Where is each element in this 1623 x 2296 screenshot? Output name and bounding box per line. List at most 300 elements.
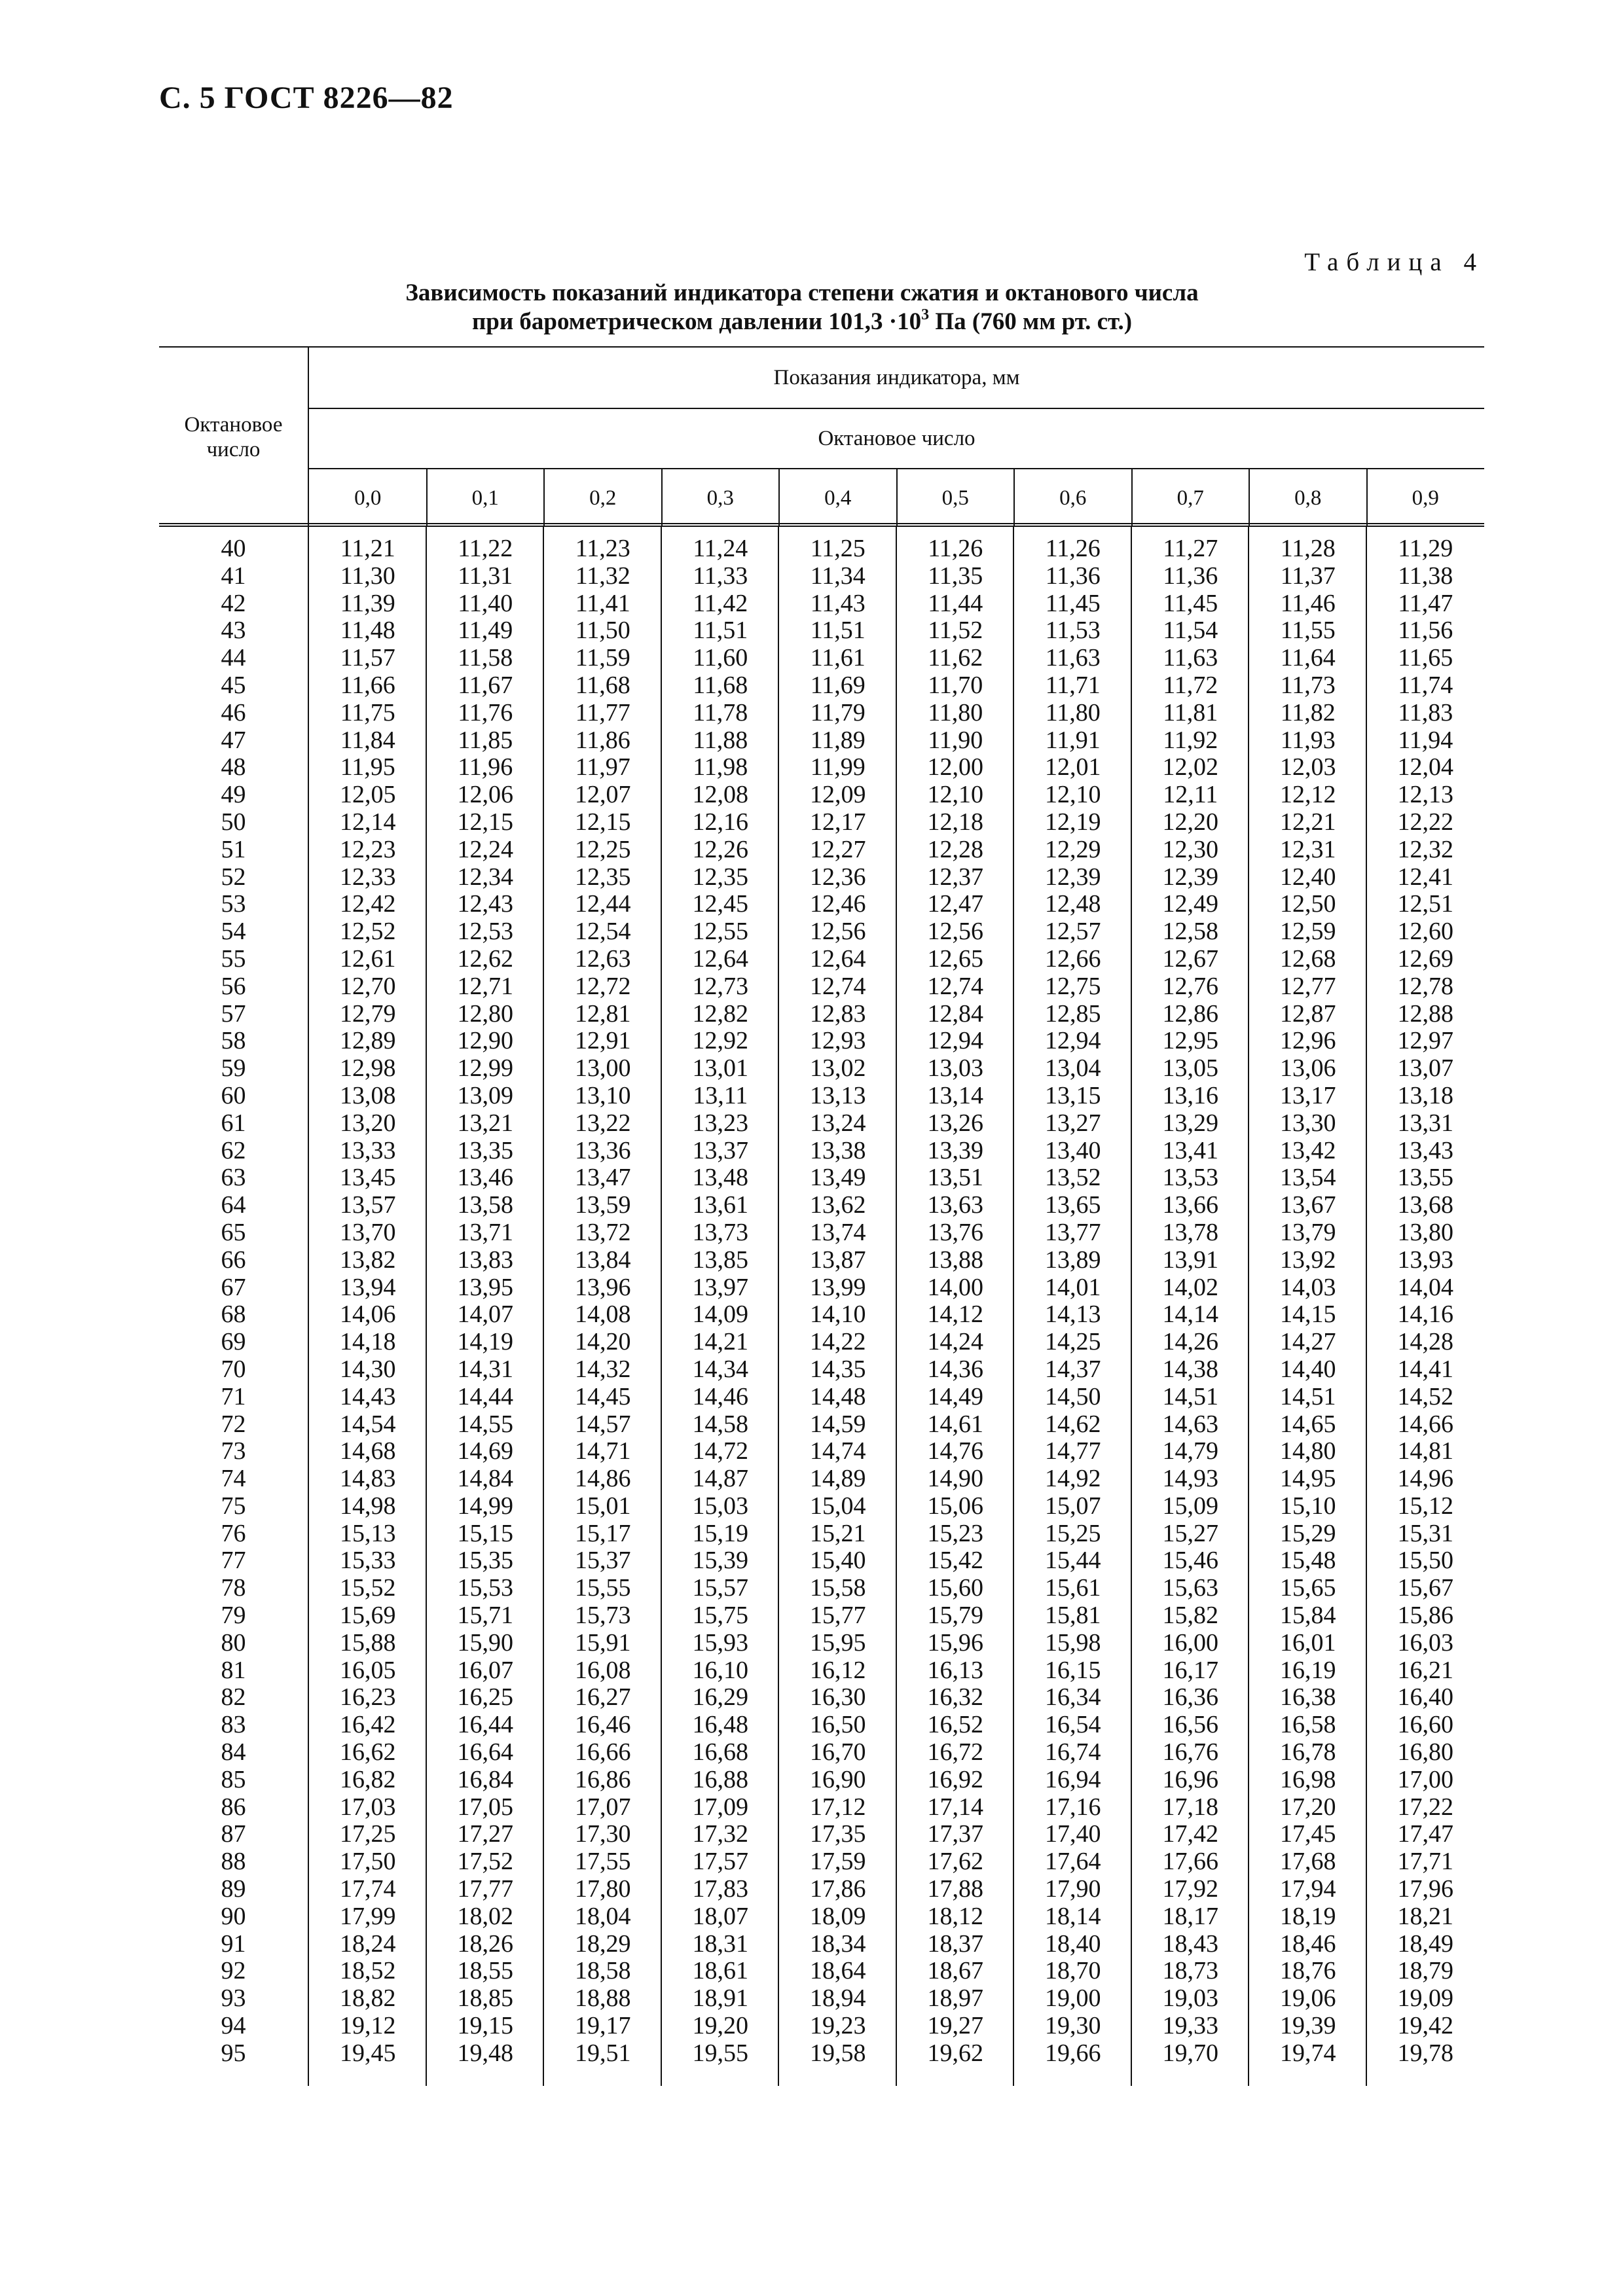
indicator-value-cell: 19,33 — [1162, 2012, 1218, 2040]
indicator-value-cell: 18,52 — [340, 1957, 396, 1985]
indicator-value-cell: 15,29 — [1280, 1519, 1336, 1547]
table-row — [159, 1739, 1484, 1767]
indicator-value-cell: 13,87 — [810, 1246, 866, 1274]
indicator-value-cell: 12,32 — [1397, 835, 1453, 863]
indicator-value-cell: 11,69 — [810, 671, 866, 699]
subgroup-header-cell — [309, 409, 1484, 468]
column-header: 0,9 — [1412, 486, 1439, 510]
indicator-value-cell: 12,74 — [810, 972, 866, 1000]
octane-number-cell: 89 — [221, 1875, 246, 1903]
octane-number-cell: 59 — [221, 1054, 246, 1083]
octane-number-cell: 53 — [221, 890, 246, 918]
indicator-value-cell: 15,95 — [810, 1628, 866, 1657]
octane-number-cell: 48 — [221, 753, 246, 781]
indicator-value-cell: 15,57 — [692, 1574, 748, 1602]
indicator-value-cell: 13,07 — [1397, 1054, 1453, 1083]
indicator-value-cell: 14,62 — [1045, 1410, 1101, 1438]
indicator-value-cell: 15,58 — [810, 1574, 866, 1602]
indicator-value-cell: 11,97 — [575, 753, 630, 781]
indicator-value-cell: 16,48 — [692, 1711, 748, 1739]
table-row — [159, 1055, 1484, 1083]
table-row — [159, 781, 1484, 809]
indicator-value-cell: 14,43 — [340, 1382, 396, 1410]
indicator-value-cell: 12,23 — [340, 835, 396, 863]
row-header-cell — [159, 348, 308, 527]
indicator-value-cell: 13,76 — [927, 1218, 983, 1246]
octane-number-cell: 82 — [221, 1683, 246, 1712]
indicator-value-cell: 12,10 — [927, 781, 983, 809]
indicator-value-cell: 14,77 — [1045, 1437, 1101, 1465]
indicator-value-cell: 13,74 — [810, 1218, 866, 1246]
octane-number-cell: 94 — [221, 2012, 246, 2040]
indicator-value-cell: 11,99 — [810, 753, 866, 781]
indicator-value-cell: 12,84 — [927, 999, 983, 1028]
indicator-value-cell: 16,88 — [692, 1765, 748, 1793]
indicator-value-cell: 14,83 — [340, 1465, 396, 1493]
indicator-value-cell: 12,58 — [1162, 918, 1218, 946]
indicator-value-cell: 18,29 — [575, 1929, 631, 1958]
octane-number-cell: 64 — [221, 1191, 246, 1219]
indicator-value-cell: 12,97 — [1397, 1027, 1453, 1055]
indicator-value-cell: 11,42 — [693, 589, 748, 617]
indicator-value-cell: 11,37 — [1280, 562, 1336, 590]
indicator-value-cell: 11,48 — [340, 617, 395, 645]
table-row — [159, 1684, 1484, 1712]
indicator-value-cell: 14,00 — [927, 1273, 983, 1301]
table-row — [159, 590, 1484, 618]
indicator-value-cell: 15,53 — [457, 1574, 513, 1602]
indicator-value-cell: 15,48 — [1280, 1547, 1336, 1575]
indicator-value-cell: 13,27 — [1045, 1109, 1101, 1137]
table-row — [159, 1794, 1484, 1821]
indicator-value-cell: 15,61 — [1045, 1574, 1101, 1602]
table-row — [159, 1602, 1484, 1630]
indicator-value-cell: 15,35 — [457, 1547, 513, 1575]
indicator-value-cell: 17,00 — [1397, 1765, 1453, 1793]
indicator-value-cell: 15,23 — [927, 1519, 983, 1547]
indicator-value-cell: 13,30 — [1280, 1109, 1336, 1137]
indicator-value-cell: 12,67 — [1162, 944, 1218, 973]
indicator-value-cell: 11,41 — [575, 589, 630, 617]
indicator-value-cell: 11,67 — [458, 671, 513, 699]
indicator-value-cell: 14,14 — [1162, 1300, 1218, 1329]
indicator-value-cell: 13,65 — [1045, 1191, 1101, 1219]
table-row — [159, 1411, 1484, 1439]
indicator-value-cell: 16,86 — [575, 1765, 631, 1793]
indicator-value-cell: 12,00 — [927, 753, 983, 781]
indicator-value-cell: 16,12 — [810, 1656, 866, 1684]
indicator-value-cell: 14,44 — [457, 1382, 513, 1410]
indicator-value-cell: 16,36 — [1162, 1683, 1218, 1712]
indicator-value-cell: 14,59 — [810, 1410, 866, 1438]
indicator-value-cell: 14,57 — [575, 1410, 631, 1438]
table-row — [159, 563, 1484, 590]
indicator-value-cell: 11,22 — [458, 535, 513, 562]
indicator-value-cell: 17,83 — [692, 1875, 748, 1903]
indicator-value-cell: 12,56 — [927, 918, 983, 946]
indicator-value-cell: 16,42 — [340, 1711, 396, 1739]
indicator-value-cell: 16,10 — [692, 1656, 748, 1684]
indicator-value-cell: 18,73 — [1162, 1957, 1218, 1985]
indicator-value-cell: 14,79 — [1162, 1437, 1218, 1465]
indicator-value-cell: 12,60 — [1397, 918, 1453, 946]
indicator-value-cell: 14,40 — [1280, 1355, 1336, 1383]
indicator-value-cell: 13,43 — [1397, 1136, 1453, 1164]
octane-number-cell: 71 — [221, 1382, 246, 1410]
indicator-value-cell: 19,78 — [1397, 2039, 1453, 2067]
indicator-value-cell: 11,74 — [1398, 671, 1453, 699]
table-row — [159, 918, 1484, 946]
indicator-value-cell: 15,50 — [1397, 1547, 1453, 1575]
octane-number-cell: 85 — [221, 1765, 246, 1793]
indicator-value-cell: 11,33 — [693, 562, 748, 590]
indicator-value-cell: 15,73 — [575, 1602, 631, 1630]
indicator-value-cell: 14,36 — [927, 1355, 983, 1383]
indicator-value-cell: 15,33 — [340, 1547, 396, 1575]
indicator-value-cell: 13,36 — [575, 1136, 631, 1164]
indicator-value-cell: 16,07 — [457, 1656, 513, 1684]
subgroup-header-label: Октановое число — [818, 427, 976, 450]
indicator-value-cell: 11,61 — [810, 644, 866, 672]
indicator-value-cell: 15,77 — [810, 1602, 866, 1630]
indicator-value-cell: 17,27 — [457, 1820, 513, 1848]
indicator-value-cell: 14,87 — [692, 1465, 748, 1493]
table-row — [159, 1219, 1484, 1247]
indicator-value-cell: 16,50 — [810, 1711, 866, 1739]
indicator-value-cell: 12,82 — [692, 999, 748, 1028]
indicator-value-cell: 15,19 — [692, 1519, 748, 1547]
indicator-value-cell: 13,67 — [1280, 1191, 1336, 1219]
indicator-value-cell: 11,90 — [928, 726, 983, 754]
indicator-value-cell: 18,97 — [927, 1984, 983, 2013]
column-header: 0,4 — [824, 486, 852, 510]
indicator-value-cell: 11,24 — [693, 535, 748, 562]
indicator-value-cell: 14,09 — [692, 1300, 748, 1329]
indicator-value-cell: 14,31 — [457, 1355, 513, 1383]
indicator-value-cell: 12,94 — [1045, 1027, 1101, 1055]
indicator-value-cell: 14,69 — [457, 1437, 513, 1465]
table-caption-line-1: Зависимость показаний индикатора степени сжатия и октанового числа — [405, 279, 1199, 306]
indicator-value-cell: 11,83 — [1398, 698, 1453, 726]
indicator-value-cell: 12,21 — [1280, 808, 1336, 836]
indicator-value-cell: 13,49 — [810, 1164, 866, 1192]
indicator-value-cell: 13,40 — [1045, 1136, 1101, 1164]
indicator-value-cell: 11,30 — [340, 562, 395, 590]
octane-number-cell: 58 — [221, 1027, 246, 1055]
indicator-value-cell: 16,94 — [1045, 1765, 1101, 1793]
indicator-value-cell: 12,12 — [1280, 781, 1336, 809]
indicator-value-cell: 14,68 — [340, 1437, 396, 1465]
indicator-value-cell: 12,22 — [1397, 808, 1453, 836]
column-header: 0,3 — [706, 486, 734, 510]
indicator-value-cell: 15,37 — [575, 1547, 631, 1575]
indicator-value-cell: 17,03 — [340, 1793, 396, 1821]
indicator-value-cell: 18,61 — [692, 1957, 748, 1985]
table-row — [159, 1493, 1484, 1520]
indicator-value-cell: 17,66 — [1162, 1848, 1218, 1876]
indicator-value-cell: 19,23 — [810, 2012, 866, 2040]
indicator-value-cell: 13,88 — [927, 1246, 983, 1274]
indicator-value-cell: 16,08 — [575, 1656, 631, 1684]
indicator-value-cell: 17,35 — [810, 1820, 866, 1848]
octane-number-cell: 70 — [221, 1355, 246, 1383]
table-row — [159, 1083, 1484, 1110]
indicator-value-cell: 15,12 — [1397, 1492, 1453, 1520]
indicator-value-cell: 11,81 — [1163, 698, 1218, 726]
indicator-value-cell: 15,03 — [692, 1492, 748, 1520]
indicator-value-cell: 12,15 — [575, 808, 631, 836]
indicator-value-cell: 13,11 — [693, 1081, 748, 1109]
table-row — [159, 891, 1484, 918]
indicator-value-cell: 14,02 — [1162, 1273, 1218, 1301]
indicator-value-cell: 13,08 — [340, 1081, 396, 1109]
indicator-value-cell: 11,56 — [1398, 617, 1453, 645]
indicator-value-cell: 12,41 — [1397, 863, 1453, 891]
indicator-value-cell: 18,24 — [340, 1929, 396, 1958]
indicator-value-cell: 11,96 — [458, 753, 513, 781]
indicator-value-cell: 17,09 — [692, 1793, 748, 1821]
indicator-value-cell: 18,21 — [1397, 1902, 1453, 1930]
octane-number-cell: 68 — [221, 1300, 246, 1329]
indicator-value-cell: 18,12 — [927, 1902, 983, 1930]
indicator-value-cell: 19,39 — [1280, 2012, 1336, 2040]
indicator-value-cell: 13,13 — [810, 1081, 866, 1109]
indicator-value-cell: 12,39 — [1045, 863, 1101, 891]
indicator-value-cell: 12,13 — [1397, 781, 1453, 809]
indicator-value-cell: 17,90 — [1045, 1875, 1101, 1903]
indicator-value-cell: 15,25 — [1045, 1519, 1101, 1547]
octane-number-cell: 66 — [221, 1246, 246, 1274]
indicator-value-cell: 12,11 — [1163, 781, 1218, 809]
column-header: 0,8 — [1294, 486, 1322, 510]
octane-number-cell: 88 — [221, 1848, 246, 1876]
header-double-rule — [159, 523, 1484, 527]
indicator-value-cell: 14,51 — [1162, 1382, 1218, 1410]
octane-number-cell: 80 — [221, 1628, 246, 1657]
table-row — [159, 836, 1484, 864]
indicator-value-cell: 18,46 — [1280, 1929, 1336, 1958]
indicator-value-cell: 17,88 — [927, 1875, 983, 1903]
indicator-value-cell: 12,81 — [575, 999, 631, 1028]
indicator-value-cell: 15,21 — [810, 1519, 866, 1547]
indicator-value-cell: 19,20 — [692, 2012, 748, 2040]
indicator-value-cell: 13,58 — [457, 1191, 513, 1219]
indicator-value-cell: 19,42 — [1397, 2012, 1453, 2040]
indicator-value-cell: 13,20 — [340, 1109, 396, 1137]
octane-number-cell: 77 — [221, 1547, 246, 1575]
caption-exponent: 3 — [921, 306, 930, 323]
indicator-value-cell: 17,40 — [1045, 1820, 1101, 1848]
indicator-value-cell: 12,76 — [1162, 972, 1218, 1000]
indicator-value-cell: 12,26 — [692, 835, 748, 863]
indicator-value-cell: 12,16 — [692, 808, 748, 836]
indicator-value-cell: 14,46 — [692, 1382, 748, 1410]
indicator-value-cell: 11,71 — [1045, 671, 1101, 699]
indicator-value-cell: 16,76 — [1162, 1738, 1218, 1767]
indicator-value-cell: 14,30 — [340, 1355, 396, 1383]
table-row — [159, 1575, 1484, 1602]
indicator-value-cell: 12,49 — [1162, 890, 1218, 918]
indicator-value-cell: 14,18 — [340, 1328, 396, 1356]
indicator-value-cell: 12,30 — [1162, 835, 1218, 863]
indicator-value-cell: 19,74 — [1280, 2039, 1336, 2067]
indicator-value-cell: 12,04 — [1397, 753, 1453, 781]
caption-text-post: Па (760 мм рт. ст.) — [929, 308, 1133, 335]
octane-number-cell: 60 — [221, 1081, 246, 1109]
indicator-value-cell: 13,83 — [457, 1246, 513, 1274]
indicator-value-cell: 12,80 — [457, 999, 513, 1028]
indicator-value-cell: 11,46 — [1280, 589, 1336, 617]
table-row — [159, 645, 1484, 672]
indicator-value-cell: 11,93 — [1280, 726, 1336, 754]
indicator-value-cell: 11,84 — [340, 726, 395, 754]
indicator-value-cell: 13,24 — [810, 1109, 866, 1137]
indicator-value-cell: 14,52 — [1397, 1382, 1453, 1410]
indicator-value-cell: 13,70 — [340, 1218, 396, 1246]
table-row — [159, 1028, 1484, 1055]
indicator-value-cell: 17,96 — [1397, 1875, 1453, 1903]
indicator-value-cell: 15,90 — [457, 1628, 513, 1657]
indicator-value-cell: 12,70 — [340, 972, 396, 1000]
indicator-value-cell: 12,15 — [457, 808, 513, 836]
indicator-value-cell: 11,28 — [1280, 535, 1336, 562]
indicator-value-cell: 13,72 — [575, 1218, 631, 1246]
indicator-value-cell: 14,45 — [575, 1382, 631, 1410]
indicator-value-cell: 11,75 — [340, 698, 395, 726]
indicator-value-cell: 12,68 — [1280, 944, 1336, 973]
indicator-value-cell: 14,32 — [575, 1355, 631, 1383]
indicator-value-cell: 17,14 — [927, 1793, 983, 1821]
indicator-value-cell: 16,84 — [457, 1765, 513, 1793]
indicator-value-cell: 11,47 — [1398, 589, 1453, 617]
octane-number-cell: 49 — [221, 781, 246, 809]
indicator-value-cell: 16,03 — [1397, 1628, 1453, 1657]
indicator-value-cell: 11,65 — [1398, 644, 1453, 672]
indicator-value-cell: 12,65 — [927, 944, 983, 973]
indicator-value-cell: 14,22 — [810, 1328, 866, 1356]
indicator-value-cell: 12,03 — [1280, 753, 1336, 781]
indicator-value-cell: 17,99 — [340, 1902, 396, 1930]
table-row — [159, 1001, 1484, 1028]
indicator-value-cell: 17,64 — [1045, 1848, 1101, 1876]
indicator-value-cell: 17,55 — [575, 1848, 631, 1876]
indicator-value-cell: 11,44 — [928, 589, 983, 617]
indicator-value-cell: 13,54 — [1280, 1164, 1336, 1192]
indicator-value-cell: 17,42 — [1162, 1820, 1218, 1848]
indicator-value-cell: 11,43 — [810, 589, 866, 617]
indicator-value-cell: 13,85 — [692, 1246, 748, 1274]
octane-number-cell: 54 — [221, 918, 246, 946]
indicator-value-cell: 11,35 — [928, 562, 983, 590]
table-row — [159, 864, 1484, 891]
table-row — [159, 809, 1484, 836]
indicator-value-cell: 13,37 — [692, 1136, 748, 1164]
indicator-value-cell: 13,53 — [1162, 1164, 1218, 1192]
octane-number-cell: 47 — [221, 726, 246, 754]
table-row — [159, 1301, 1484, 1329]
indicator-value-cell: 11,62 — [928, 644, 983, 672]
indicator-value-cell: 13,03 — [927, 1054, 983, 1083]
indicator-value-cell: 18,85 — [457, 1984, 513, 2013]
octane-number-cell: 95 — [221, 2039, 246, 2067]
indicator-value-cell: 16,21 — [1397, 1656, 1453, 1684]
indicator-value-cell: 15,09 — [1162, 1492, 1218, 1520]
indicator-value-cell: 12,39 — [1162, 863, 1218, 891]
indicator-value-cell: 14,99 — [457, 1492, 513, 1520]
indicator-value-cell: 18,82 — [340, 1984, 396, 2013]
indicator-value-cell: 14,12 — [927, 1300, 983, 1329]
indicator-value-cell: 18,94 — [810, 1984, 866, 2013]
indicator-value-cell: 17,57 — [692, 1848, 748, 1876]
indicator-value-cell: 11,92 — [1163, 726, 1218, 754]
indicator-value-cell: 15,46 — [1162, 1547, 1218, 1575]
indicator-value-cell: 16,40 — [1397, 1683, 1453, 1712]
indicator-value-cell: 12,42 — [340, 890, 396, 918]
indicator-value-cell: 11,54 — [1163, 617, 1218, 645]
indicator-value-cell: 13,79 — [1280, 1218, 1336, 1246]
indicator-value-cell: 11,55 — [1280, 617, 1336, 645]
indicator-value-cell: 13,77 — [1045, 1218, 1101, 1246]
indicator-value-cell: 11,88 — [693, 726, 748, 754]
indicator-value-cell: 16,46 — [575, 1711, 631, 1739]
indicator-value-cell: 16,80 — [1397, 1738, 1453, 1767]
indicator-value-cell: 13,00 — [575, 1054, 631, 1083]
indicator-value-cell: 19,51 — [575, 2039, 631, 2067]
indicator-value-cell: 13,94 — [340, 1273, 396, 1301]
table-row — [159, 2040, 1484, 2068]
indicator-value-cell: 12,35 — [575, 863, 631, 891]
indicator-value-cell: 11,78 — [693, 698, 748, 726]
indicator-value-cell: 13,04 — [1045, 1054, 1101, 1083]
indicator-value-cell: 13,10 — [575, 1081, 631, 1109]
indicator-value-cell: 13,26 — [927, 1109, 983, 1137]
indicator-value-cell: 12,20 — [1162, 808, 1218, 836]
indicator-value-cell: 12,56 — [810, 918, 866, 946]
indicator-value-cell: 17,37 — [927, 1820, 983, 1848]
indicator-value-cell: 12,48 — [1045, 890, 1101, 918]
indicator-value-cell: 14,90 — [927, 1465, 983, 1493]
octane-number-cell: 45 — [221, 671, 246, 699]
indicator-value-cell: 15,39 — [692, 1547, 748, 1575]
indicator-value-cell: 14,86 — [575, 1465, 631, 1493]
indicator-value-cell: 17,77 — [457, 1875, 513, 1903]
indicator-value-cell: 11,63 — [1163, 644, 1218, 672]
indicator-value-cell: 19,45 — [340, 2039, 396, 2067]
indicator-value-cell: 12,27 — [810, 835, 866, 863]
caption-text-pre: при барометрическом давлении 101,3 ·10 — [471, 308, 922, 335]
indicator-value-cell: 14,66 — [1397, 1410, 1453, 1438]
indicator-value-cell: 15,04 — [810, 1492, 866, 1520]
octane-number-cell: 83 — [221, 1711, 246, 1739]
indicator-value-cell: 14,19 — [457, 1328, 513, 1356]
indicator-value-cell: 13,51 — [927, 1164, 983, 1192]
indicator-value-cell: 11,49 — [458, 617, 513, 645]
indicator-value-cell: 12,44 — [575, 890, 631, 918]
indicator-value-cell: 18,67 — [927, 1957, 983, 1985]
indicator-value-cell: 14,04 — [1397, 1273, 1453, 1301]
column-header: 0,6 — [1059, 486, 1087, 510]
indicator-value-cell: 14,48 — [810, 1382, 866, 1410]
indicator-value-cell: 12,18 — [927, 808, 983, 836]
indicator-value-cell: 18,07 — [692, 1902, 748, 1930]
indicator-value-cell: 13,17 — [1280, 1081, 1336, 1109]
indicator-value-cell: 14,08 — [575, 1300, 631, 1329]
table-row — [159, 1438, 1484, 1465]
indicator-value-cell: 12,53 — [457, 918, 513, 946]
indicator-value-cell: 17,50 — [340, 1848, 396, 1876]
indicator-value-cell: 14,98 — [340, 1492, 396, 1520]
indicator-value-cell: 12,57 — [1045, 918, 1101, 946]
